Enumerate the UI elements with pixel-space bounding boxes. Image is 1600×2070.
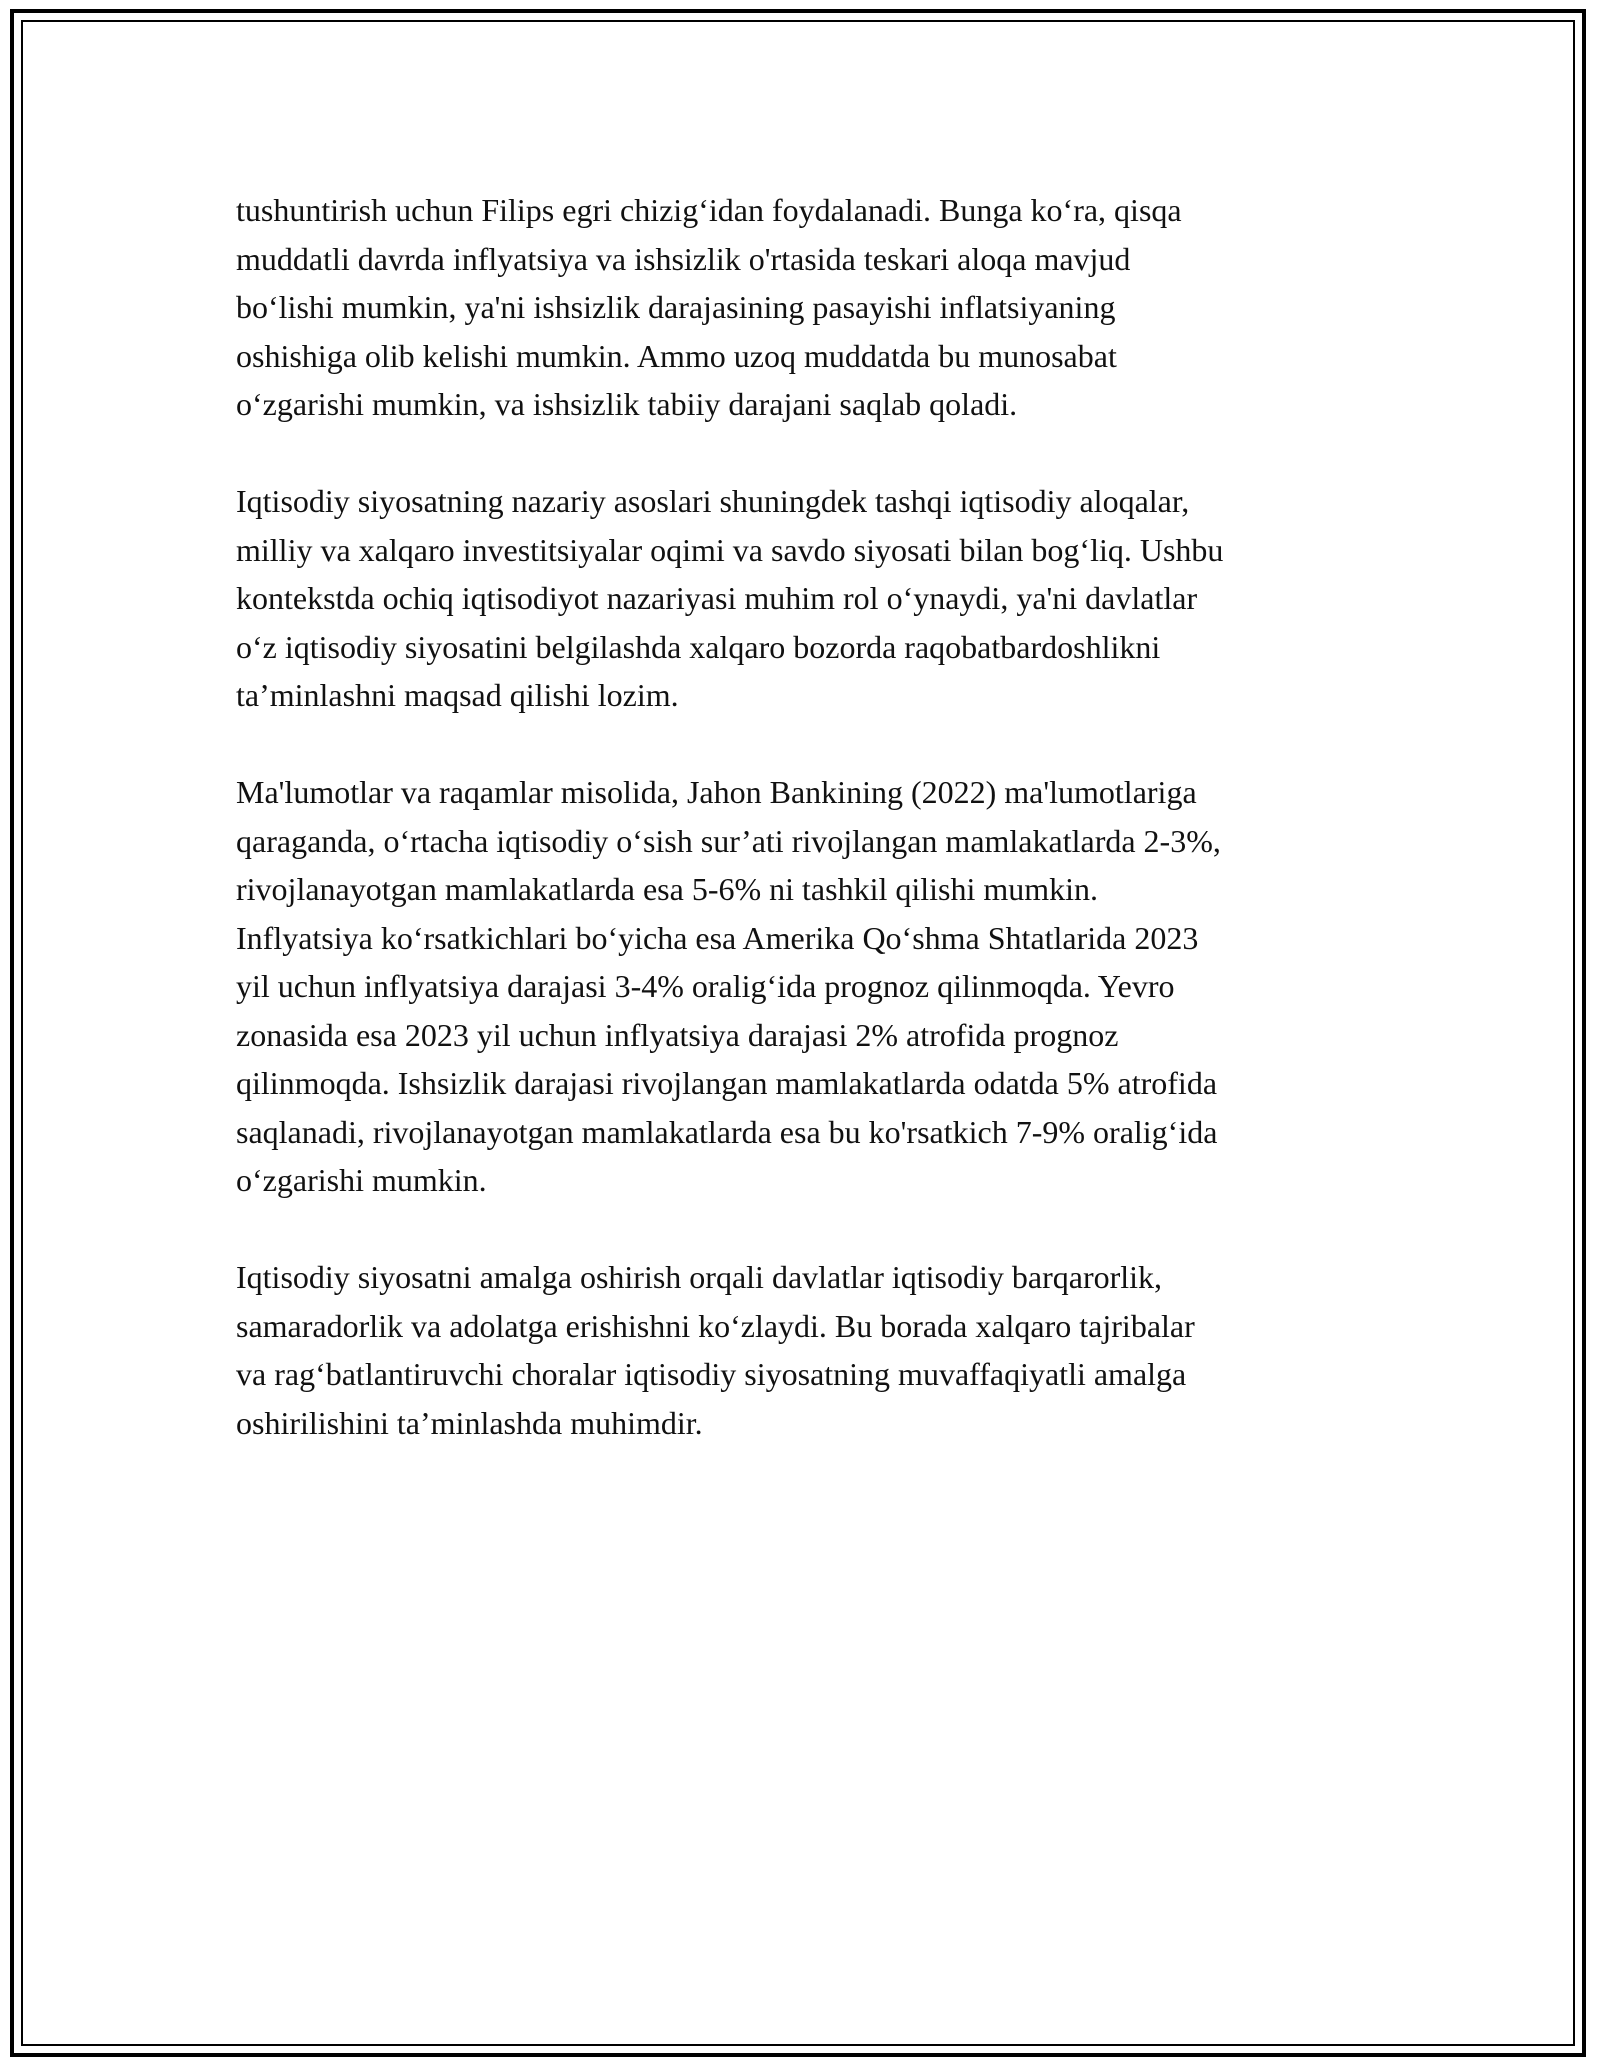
text-line: Iqtisodiy siyosatning nazariy asoslari shuningdek tashqi iqtisodiy aloqalar, bbox=[236, 483, 1190, 519]
paragraph-filips-curve bbox=[236, 186, 1416, 429]
text-line: rivojlanayotgan mamlakatlarda esa 5-6% ni tashkil qilishi mumkin. bbox=[236, 871, 1099, 907]
text-line: qilinmoqda. Ishsizlik darajasi rivojlangan mamlakatlarda odatda 5% atrofida bbox=[236, 1065, 1218, 1101]
text-line: saqlanadi, rivojlanayotgan mamlakatlarda esa bu ko'rsatkich 7-9% oralig‘ida bbox=[236, 1113, 1218, 1150]
text-line: yil uchun inflyatsiya darajasi 3-4% oralig‘ida prognoz qilinmoqda. Yevro bbox=[236, 968, 1175, 1004]
text-line: kontekstda ochiq iqtisodiyot nazariyasi muhim rol o‘ynaydi, ya'ni davlatlar bbox=[236, 580, 1198, 616]
text-line: oshishiga olib kelishi mumkin. Ammo uzoq muddatda bu munosabat bbox=[236, 337, 1117, 374]
text-line: qaraganda, o‘rtacha iqtisodiy o‘sish sur’ati rivojlangan mamlakatlarda 2-3%, bbox=[236, 822, 1221, 859]
paragraph-foreign-relations bbox=[236, 477, 1416, 720]
paragraph-conclusion bbox=[236, 1253, 1416, 1447]
document-body bbox=[236, 186, 1416, 1496]
text-line: Inflyatsiya ko‘rsatkichlari bo‘yicha esa Amerika Qo‘shma Shtatlarida 2023 bbox=[236, 919, 1199, 956]
text-line: o‘z iqtisodiy siyosatini belgilashda xalqaro bozorda raqobatbardoshlikni bbox=[236, 628, 1161, 665]
text-line: o‘zgarishi mumkin, va ishsizlik tabiiy darajani saqlab qoladi. bbox=[236, 386, 1018, 422]
text-line: samaradorlik va adolatga erishishni ko‘zlaydi. Bu borada xalqaro tajribalar bbox=[236, 1307, 1195, 1344]
text-line: oshirilishini ta’minlashda muhimdir. bbox=[236, 1404, 703, 1441]
text-line: Ma'lumotlar va raqamlar misolida, Jahon Bankining (2022) ma'lumotlariga bbox=[236, 774, 1197, 810]
paragraph-data-figures bbox=[236, 768, 1416, 1205]
text-line: milliy va xalqaro investitsiyalar oqimi va savdo siyosati bilan bog‘liq. Ushbu bbox=[236, 531, 1224, 568]
text-line: ta’minlashni maqsad qilishi lozim. bbox=[236, 677, 679, 713]
text-line: zonasida esa 2023 yil uchun inflyatsiya darajasi 2% atrofida prognoz bbox=[236, 1016, 1119, 1053]
text-line: o‘zgarishi mumkin. bbox=[236, 1162, 487, 1198]
text-line: va rag‘batlantiruvchi choralar iqtisodiy siyosatning muvaffaqiyatli amalga bbox=[236, 1356, 1187, 1392]
text-line: bo‘lishi mumkin, ya'ni ishsizlik darajasining pasayishi inflatsiyaning bbox=[236, 289, 1116, 325]
text-line: tushuntirish uchun Filips egri chizig‘idan foydalanadi. Bunga ko‘ra, qisqa bbox=[236, 192, 1182, 228]
text-line: Iqtisodiy siyosatni amalga oshirish orqali davlatlar iqtisodiy barqarorlik, bbox=[236, 1259, 1163, 1295]
text-line: muddatli davrda inflyatsiya va ishsizlik o'rtasida teskari aloqa mavjud bbox=[236, 240, 1131, 277]
